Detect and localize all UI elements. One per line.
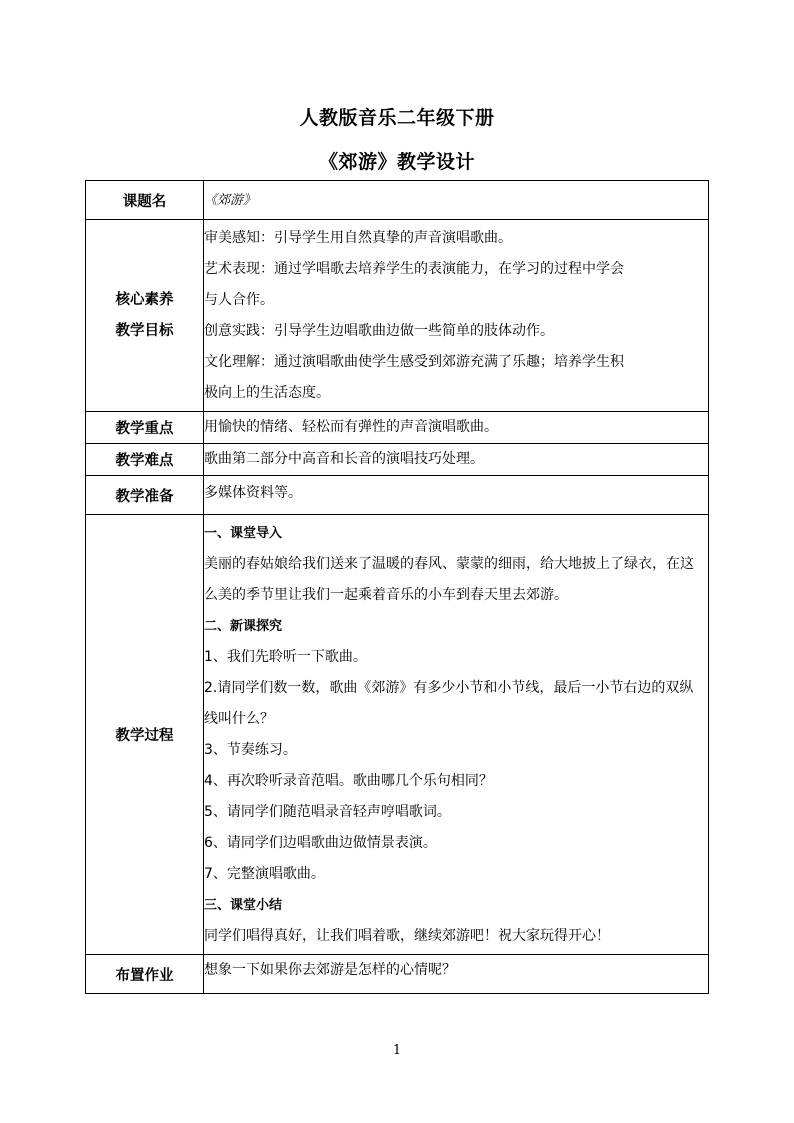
document-title: 人教版音乐二年级下册	[299, 107, 495, 129]
process-line: 同学们唱得真好，让我们唱着歌，继续郊游吧！祝大家玩得开心！	[204, 927, 610, 944]
process-line: 线叫什么？	[204, 710, 274, 727]
topic-value: 《郊游》	[204, 192, 257, 208]
process-line: 2.请同学们数一数，歌曲《郊游》有多少小节和小节线，最后一小节右边的双纵	[204, 679, 694, 696]
objectives-label-line1: 核心素养	[115, 291, 174, 308]
process-line: 么美的季节里让我们一起乘着音乐的小车到春天里去郊游。	[204, 586, 568, 603]
objective-line: 极向上的生活态度。	[204, 384, 330, 401]
homework-label: 布置作业	[86, 955, 204, 994]
process-line: 4、再次聆听录音范唱。歌曲哪几个乐句相同？	[204, 772, 493, 789]
process-section-heading: 一、课堂导入	[204, 525, 283, 541]
table-row-difficulties	[86, 444, 709, 476]
process-line: 1、我们先聆听一下歌曲。	[204, 648, 367, 665]
table-row-topic	[86, 181, 709, 220]
objectives-label-cell	[86, 220, 204, 412]
document-subtitle: 《郊游》教学设计	[318, 151, 475, 173]
process-section-heading: 二、新课探究	[204, 618, 283, 634]
process-cell	[204, 515, 709, 955]
table-row-process	[86, 515, 709, 955]
process-line: 3、节奏练习。	[204, 741, 297, 758]
process-section-heading: 三、课堂小结	[204, 897, 283, 913]
objectives-label-line2: 教学目标	[115, 322, 174, 339]
preparation-value: 多媒体资料等。	[204, 476, 709, 515]
process-line: 美丽的春姑娘给我们送来了温暖的春风、蒙蒙的细雨，给大地披上了绿衣，在这	[204, 555, 694, 572]
homework-value: 想象一下如果你去郊游是怎样的心情呢？	[204, 955, 709, 994]
table-row-homework	[86, 955, 709, 994]
page-number: 1	[392, 1043, 402, 1058]
table-row-preparation	[86, 476, 709, 515]
objective-line: 创意实践：引导学生边唱歌曲边做一些简单的肢体动作。	[204, 322, 554, 339]
table-row-objectives	[86, 220, 709, 412]
process-line: 7、完整演唱歌曲。	[204, 865, 325, 882]
topic-value-cell	[204, 181, 709, 220]
process-line: 6、请同学们边唱歌曲边做情景表演。	[204, 834, 437, 851]
preparation-label: 教学准备	[86, 476, 204, 515]
key-points-value: 用愉快的情绪、轻松而有弹性的声音演唱歌曲。	[204, 412, 709, 444]
process-label: 教学过程	[86, 515, 204, 955]
process-line: 5、请同学们随范唱录音轻声哼唱歌词。	[204, 803, 451, 820]
objective-line: 与人合作。	[204, 291, 274, 308]
difficulties-label: 教学难点	[86, 444, 204, 476]
key-points-label: 教学重点	[86, 412, 204, 444]
lesson-plan-table	[85, 180, 709, 994]
objective-line: 艺术表现：通过学唱歌去培养学生的表演能力，在学习的过程中学会	[204, 260, 624, 277]
objectives-cell	[204, 220, 709, 412]
table-row-key-points	[86, 412, 709, 444]
difficulties-value: 歌曲第二部分中高音和长音的演唱技巧处理。	[204, 444, 709, 476]
topic-label: 课题名	[86, 181, 204, 220]
objective-line: 审美感知：引导学生用自然真挚的声音演唱歌曲。	[204, 229, 512, 246]
objective-line: 文化理解：通过演唱歌曲使学生感受到郊游充满了乐趣；培养学生积	[204, 353, 624, 370]
